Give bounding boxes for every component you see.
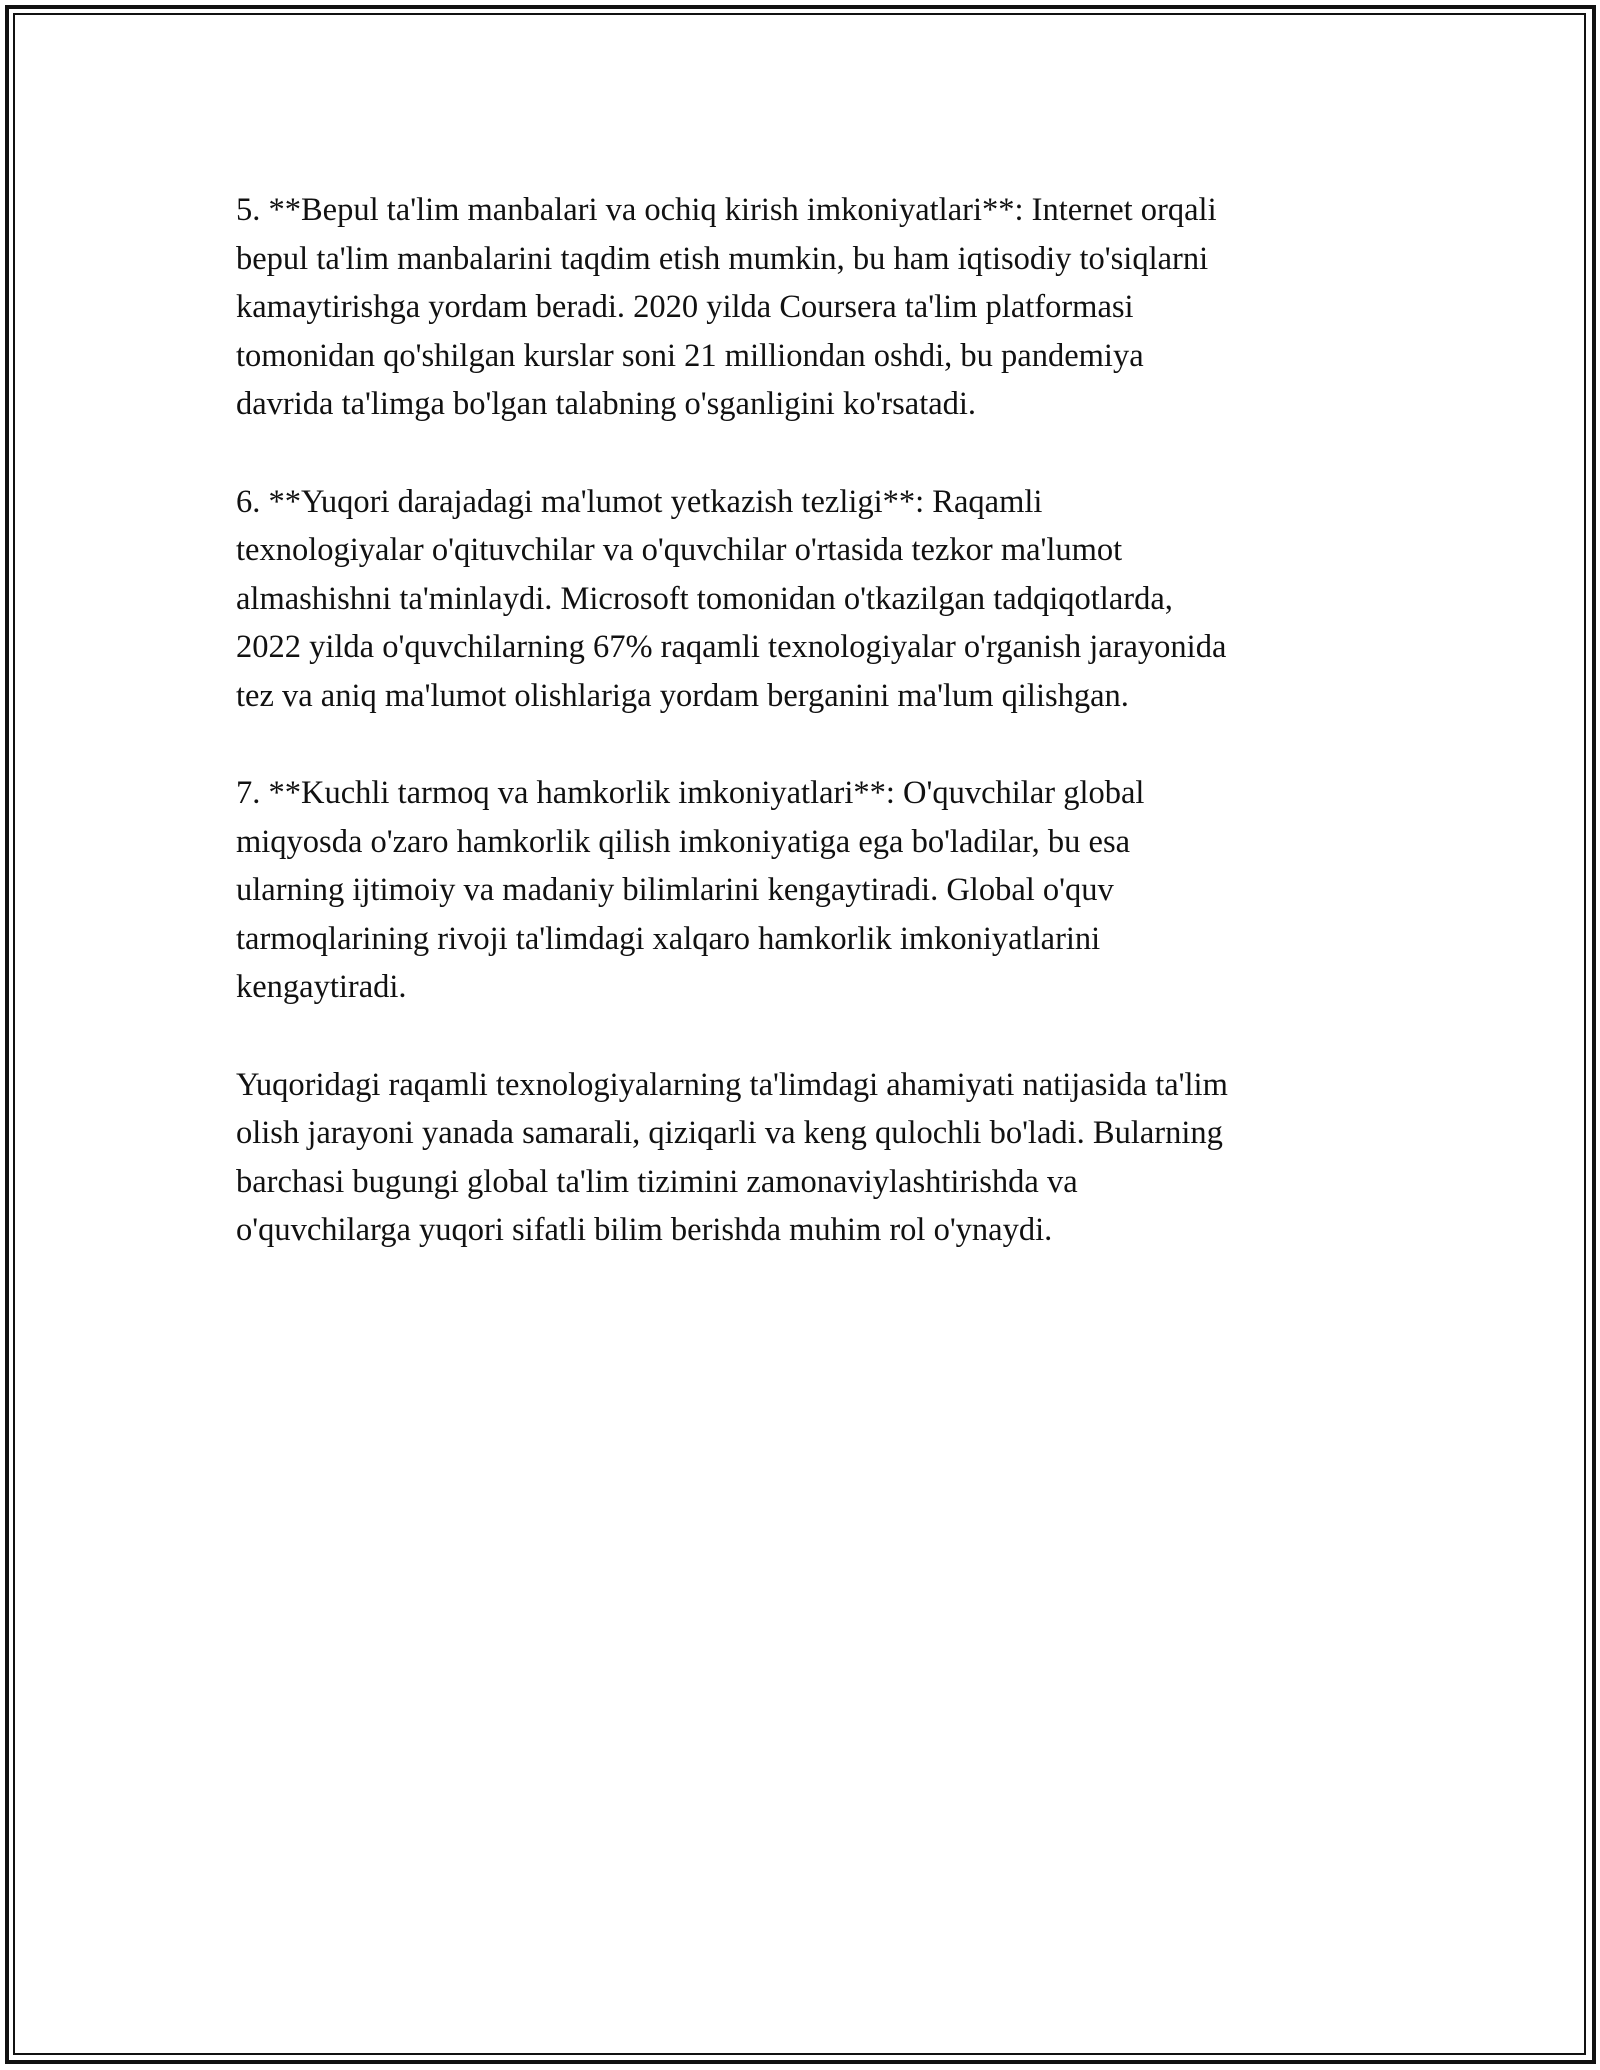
text-line: ularning ijtimoiy va madaniy bilimlarini kengaytiradi. Global o'quv (236, 872, 1114, 908)
text-line: Yuqoridagi raqamli texnologiyalarning ta'limdagi ahamiyati natijasida ta'lim (236, 1066, 1228, 1103)
text-line: 5. **Bepul ta'lim manbalari va ochiq kirish imkoniyatlari**: Internet orqali (236, 192, 1217, 228)
text-line: miqyosda o'zaro hamkorlik qilish imkoniyatiga ega bo'ladilar, bu esa (236, 823, 1131, 860)
text-line: davrida ta'limga bo'lgan talabning o'sganligini ko'rsatadi. (236, 386, 977, 422)
paragraph-item-5 (236, 186, 1386, 429)
text-line: tez va aniq ma'lumot olishlariga yordam berganini ma'lum qilishgan. (236, 677, 1129, 714)
text-line: texnologiyalar o'qituvchilar va o'quvchilar o'rtasida tezkor ma'lumot (236, 532, 1123, 568)
text-line: kamaytirishga yordam beradi. 2020 yilda Coursera ta'lim platformasi (236, 289, 1134, 325)
text-line: 7. **Kuchli tarmoq va hamkorlik imkoniyatlari**: O'quvchilar global (236, 775, 1145, 811)
text-line: almashishni ta'minlaydi. Microsoft tomonidan o'tkazilgan tadqiqotlarda, (236, 580, 1173, 617)
text-line: barchasi bugungi global ta'lim tizimini zamonaviylashtirishda va (236, 1163, 1078, 1200)
document-body (236, 186, 1386, 1304)
paragraph-item-7 (236, 769, 1386, 1012)
paragraph-item-6 (236, 478, 1386, 721)
text-line: bepul ta'lim manbalarini taqdim etish mumkin, bu ham iqtisodiy to'siqlarni (236, 240, 1209, 277)
text-line: tarmoqlarining rivoji ta'limdagi xalqaro hamkorlik imkoniyatlarini (236, 920, 1101, 957)
text-line: olish jarayoni yanada samarali, qiziqarli va keng qulochli bo'ladi. Bularning (236, 1115, 1223, 1151)
text-line: tomonidan qo'shilgan kurslar soni 21 milliondan oshdi, bu pandemiya (236, 337, 1144, 374)
paragraph-conclusion (236, 1061, 1386, 1255)
text-line: 6. **Yuqori darajadagi ma'lumot yetkazish tezligi**: Raqamli (236, 483, 1043, 520)
text-line: 2022 yilda o'quvchilarning 67% raqamli texnologiyalar o'rganish jarayonida (236, 629, 1227, 665)
text-line: kengaytiradi. (236, 969, 407, 1005)
text-line: o'quvchilarga yuqori sifatli bilim berishda muhim rol o'ynaydi. (236, 1212, 1053, 1248)
